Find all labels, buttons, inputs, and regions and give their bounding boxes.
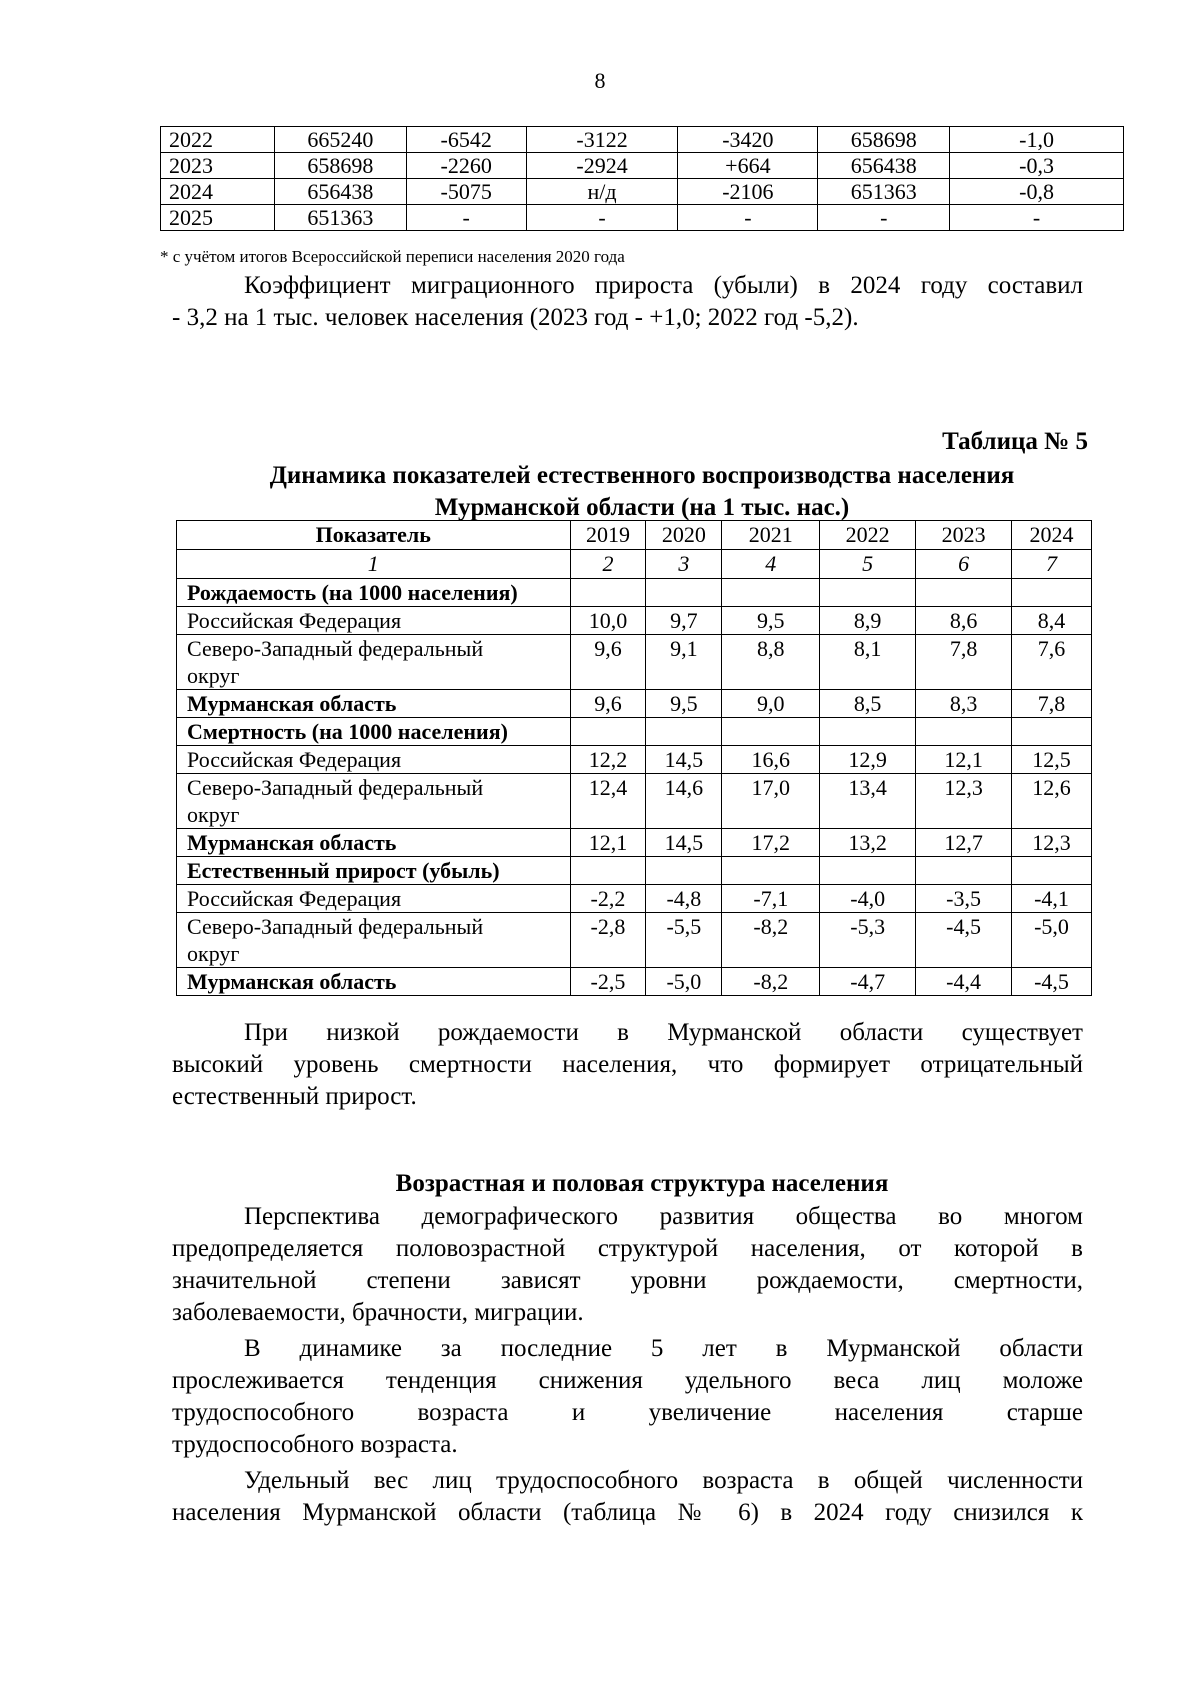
row-label (177, 968, 571, 996)
value-cell: 12,9 (820, 746, 916, 774)
value-cell: 13,4 (820, 774, 916, 829)
row-label-line: округ (187, 941, 240, 966)
header-cell: Показатель (177, 521, 571, 550)
table-cell: 651363 (274, 205, 406, 231)
header-cell: 2024 (1012, 521, 1092, 550)
empty-cell (570, 718, 646, 746)
table-cell: -2260 (406, 153, 526, 179)
empty-cell (570, 857, 646, 885)
index-cell: 7 (1012, 550, 1092, 579)
row-label-line: Северо-Западный федеральный (187, 775, 484, 800)
para-line: При низкой рождаемости в Мурманской области существует (244, 1019, 1083, 1046)
paragraph-dynamics (172, 1333, 1083, 1461)
value-cell: -8,2 (722, 968, 820, 996)
table-row (177, 829, 1092, 857)
table-row (177, 635, 1092, 690)
table-row (161, 153, 1124, 179)
para-line: трудоспособного возраста и увеличение населения старше (172, 1399, 1083, 1426)
table-row (177, 607, 1092, 635)
value-cell: 17,0 (722, 774, 820, 829)
header-cell: 2021 (722, 521, 820, 550)
header-cell: 2023 (916, 521, 1012, 550)
section-title: Смертность (на 1000 населения) (177, 718, 571, 746)
table-footnote: * с учётом итогов Всероссийской переписи населения 2020 года (160, 247, 625, 266)
index-cell: 2 (570, 550, 646, 579)
table-row (177, 774, 1092, 829)
table-cell: -0,3 (950, 153, 1124, 179)
table-cell: 2024 (161, 179, 275, 205)
paragraph-perspective (172, 1201, 1083, 1329)
table-cell: 2023 (161, 153, 275, 179)
empty-cell (646, 718, 722, 746)
value-cell: 12,3 (916, 774, 1012, 829)
para-line: заболеваемости, брачности, миграции. (172, 1299, 584, 1326)
row-label-line: Северо-Западный федеральный (187, 636, 484, 661)
row-label-line: Российская Федерация (187, 747, 402, 772)
header-cell: 2019 (570, 521, 646, 550)
table-cell: -3420 (678, 127, 818, 153)
value-cell: 12,6 (1012, 774, 1092, 829)
empty-cell (646, 857, 722, 885)
value-cell: 12,4 (570, 774, 646, 829)
table-cell: - (526, 205, 678, 231)
section-row (177, 718, 1092, 746)
index-cell: 5 (820, 550, 916, 579)
table-cell: - (818, 205, 950, 231)
header-cell: 2022 (820, 521, 916, 550)
index-cell: 3 (646, 550, 722, 579)
table-cell: 656438 (818, 153, 950, 179)
table-title (160, 460, 1124, 524)
para-line: высокий уровень смертности населения, что формирует отрицательный (172, 1051, 1083, 1078)
empty-cell (820, 579, 916, 607)
value-cell: 12,2 (570, 746, 646, 774)
paragraph-births (172, 1017, 1083, 1113)
value-cell: 9,6 (570, 635, 646, 690)
para-line: Коэффициент миграционного прироста (убыли) в 2024 году составил (244, 272, 1083, 299)
value-cell: -3,5 (916, 885, 1012, 913)
row-label-line: округ (187, 663, 240, 688)
value-cell: -4,0 (820, 885, 916, 913)
value-cell: -5,0 (646, 968, 722, 996)
table-header-row (177, 521, 1092, 550)
index-cell: 1 (177, 550, 571, 579)
table-cell: -0,8 (950, 179, 1124, 205)
value-cell: 7,8 (1012, 690, 1092, 718)
value-cell: 10,0 (570, 607, 646, 635)
value-cell: -4,5 (916, 913, 1012, 968)
value-cell: 9,1 (646, 635, 722, 690)
header-cell: 2020 (646, 521, 722, 550)
empty-cell (722, 579, 820, 607)
value-cell: 8,3 (916, 690, 1012, 718)
table-row (161, 179, 1124, 205)
value-cell: 17,2 (722, 829, 820, 857)
empty-cell (646, 579, 722, 607)
section-row (177, 857, 1092, 885)
table-row (161, 127, 1124, 153)
para-line: трудоспособного возраста. (172, 1431, 458, 1458)
para-line: Удельный вес лиц трудоспособного возраста в общей численности (244, 1467, 1083, 1494)
value-cell: -4,8 (646, 885, 722, 913)
migration-table (160, 126, 1124, 231)
empty-cell (1012, 718, 1092, 746)
table-cell: 651363 (818, 179, 950, 205)
section-title: Естественный прирост (убыль) (177, 857, 571, 885)
row-label-line: Российская Федерация (187, 886, 402, 911)
value-cell: 14,5 (646, 829, 722, 857)
table-cell: -2106 (678, 179, 818, 205)
value-cell: 16,6 (722, 746, 820, 774)
table-index-row (177, 550, 1092, 579)
row-label-line: Мурманская область (187, 691, 397, 716)
para-line: прослеживается тенденция снижения удельного веса лиц моложе (172, 1367, 1083, 1394)
value-cell: -4,7 (820, 968, 916, 996)
section-row (177, 579, 1092, 607)
value-cell: -4,4 (916, 968, 1012, 996)
para-line: естественный прирост. (172, 1083, 417, 1110)
page-number: 8 (594, 68, 606, 93)
value-cell: 12,7 (916, 829, 1012, 857)
row-label (177, 746, 571, 774)
section-title: Рождаемость (на 1000 населения) (177, 579, 571, 607)
value-cell: 9,7 (646, 607, 722, 635)
table-number: Таблица № 5 (942, 428, 1088, 455)
value-cell: 9,6 (570, 690, 646, 718)
row-label (177, 607, 571, 635)
value-cell: 8,6 (916, 607, 1012, 635)
value-cell: -4,5 (1012, 968, 1092, 996)
empty-cell (722, 857, 820, 885)
value-cell: 8,1 (820, 635, 916, 690)
table-row (177, 690, 1092, 718)
table-cell: 665240 (274, 127, 406, 153)
row-label (177, 885, 571, 913)
row-label (177, 635, 571, 690)
table-cell: н/д (526, 179, 678, 205)
table-cell: 2025 (161, 205, 275, 231)
table-cell: 2022 (161, 127, 275, 153)
table-cell: -5075 (406, 179, 526, 205)
table-row (177, 746, 1092, 774)
table-row (177, 913, 1092, 968)
value-cell: 12,1 (570, 829, 646, 857)
value-cell: -2,5 (570, 968, 646, 996)
empty-cell (570, 579, 646, 607)
value-cell: 9,5 (646, 690, 722, 718)
table-cell: -2924 (526, 153, 678, 179)
para-line: значительной степени зависят уровни рождаемости, смертности, (172, 1267, 1083, 1294)
value-cell: 9,0 (722, 690, 820, 718)
row-label (177, 774, 571, 829)
index-cell: 6 (916, 550, 1012, 579)
table-cell: -6542 (406, 127, 526, 153)
value-cell: -8,2 (722, 913, 820, 968)
natural-reproduction-table (176, 520, 1092, 996)
value-cell: 8,9 (820, 607, 916, 635)
empty-cell (1012, 579, 1092, 607)
value-cell: -5,5 (646, 913, 722, 968)
table-cell: -3122 (526, 127, 678, 153)
value-cell: 12,5 (1012, 746, 1092, 774)
row-label (177, 913, 571, 968)
table-cell: 658698 (818, 127, 950, 153)
table-cell: - (406, 205, 526, 231)
table-cell: +664 (678, 153, 818, 179)
value-cell: -2,2 (570, 885, 646, 913)
index-cell: 4 (722, 550, 820, 579)
value-cell: 12,3 (1012, 829, 1092, 857)
table-cell: - (950, 205, 1124, 231)
value-cell: 8,4 (1012, 607, 1092, 635)
value-cell: -2,8 (570, 913, 646, 968)
empty-cell (722, 718, 820, 746)
empty-cell (820, 857, 916, 885)
table-cell: 656438 (274, 179, 406, 205)
value-cell: 7,8 (916, 635, 1012, 690)
value-cell: -5,3 (820, 913, 916, 968)
paragraph-share (172, 1465, 1083, 1529)
value-cell: 9,5 (722, 607, 820, 635)
empty-cell (1012, 857, 1092, 885)
table-cell: -1,0 (950, 127, 1124, 153)
table-row (161, 205, 1124, 231)
table-cell: - (678, 205, 818, 231)
paragraph-migration (172, 270, 1083, 334)
para-line: В динамике за последние 5 лет в Мурманской области (244, 1335, 1083, 1362)
para-line: населения Мурманской области (таблица № 6) в 2024 году снизился к (172, 1499, 1083, 1526)
row-label (177, 829, 571, 857)
value-cell: 7,6 (1012, 635, 1092, 690)
value-cell: 8,5 (820, 690, 916, 718)
empty-cell (916, 579, 1012, 607)
para-line: предопределяется половозрастной структурой населения, от которой в (172, 1235, 1083, 1262)
value-cell: -7,1 (722, 885, 820, 913)
empty-cell (916, 857, 1012, 885)
row-label-line: Мурманская область (187, 830, 397, 855)
value-cell: -5,0 (1012, 913, 1092, 968)
table-title-line: Мурманской области (на 1 тыс. нас.) (434, 494, 850, 521)
table-cell: 658698 (274, 153, 406, 179)
para-line: Перспектива демографического развития общества во многом (244, 1203, 1083, 1230)
value-cell: 14,6 (646, 774, 722, 829)
table-row (177, 968, 1092, 996)
empty-cell (916, 718, 1012, 746)
value-cell: 8,8 (722, 635, 820, 690)
table-title-line: Динамика показателей естественного воспроизводства населения (269, 462, 1015, 489)
value-cell: 12,1 (916, 746, 1012, 774)
para-line: - 3,2 на 1 тыс. человек населения (2023 год - +1,0; 2022 год -5,2). (172, 304, 859, 331)
table-row (177, 885, 1092, 913)
row-label (177, 690, 571, 718)
row-label-line: Российская Федерация (187, 608, 402, 633)
row-label-line: Северо-Западный федеральный (187, 914, 484, 939)
value-cell: 13,2 (820, 829, 916, 857)
value-cell: -4,1 (1012, 885, 1092, 913)
row-label-line: Мурманская область (187, 969, 397, 994)
empty-cell (820, 718, 916, 746)
section-heading: Возрастная и половая структура населения (395, 1170, 889, 1197)
value-cell: 14,5 (646, 746, 722, 774)
row-label-line: округ (187, 802, 240, 827)
